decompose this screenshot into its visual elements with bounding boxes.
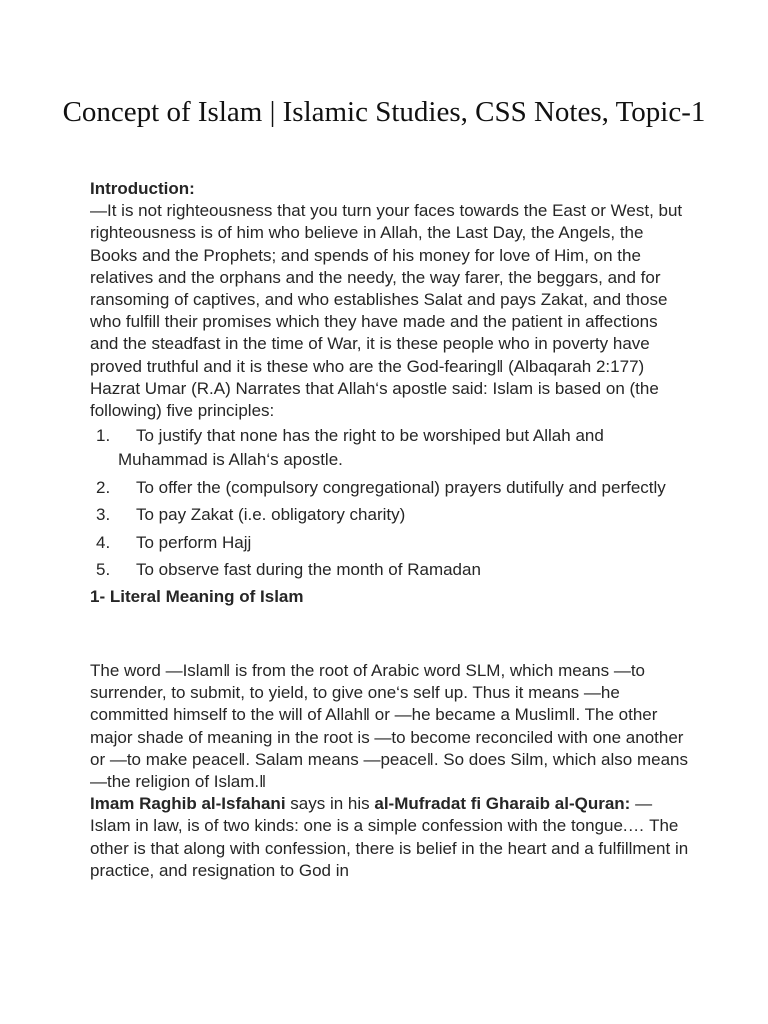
list-item-number: 4. <box>96 532 111 552</box>
raghib-quote: —Islam in law, is of two kinds: one is a simple confession with the tongue.… The other is that along with confession, there is belief in the heart and a fulfillment in practice, and resignation to God in <box>90 794 689 880</box>
raghib-book: al-Mufradat fi Gharaib al-Quran: <box>374 794 631 814</box>
section1-heading: 1- Literal Meaning of Islam <box>90 586 304 606</box>
principles-list <box>90 424 690 582</box>
section1-paragraph: The word —Islam‖ is from the root of Arabic word SLM, which means —to surrender, to submit, to yield, to give one‘s self up. Thus it means —he committed himself to the will of Allah‖ or —he became a Muslim‖. The other major shade of meaning in the root is —to become reconciled with one another or —to make peace‖. Salam means —peace‖. So does Silm, which also means —the religion of Islam.‖ <box>90 660 688 791</box>
list-item <box>90 424 690 472</box>
intro-paragraph: —It is not righteousness that you turn your faces towards the East or West, but righteousness is of him who believe in Allah, the Last Day, the Angels, the Books and the Prophets; and spends of his money for love of Him, on the relatives and the orphans and the needy, the way farer, the beggars, and for ransoming of captives, and who establishes Salat and pays Zakat, and those who fulfill their promises which they have made and the patient in affections and the steadfast in the time of War, it is these people who in poverty have proved truthful and it is these who are the God-fearing‖ (Albaqarah 2:177) <box>90 201 683 376</box>
document-title: Concept of Islam | Islamic Studies, CSS Notes, Topic-1 <box>62 96 706 128</box>
list-item <box>90 503 690 527</box>
list-item-number: 3. <box>96 505 111 525</box>
intro-heading: Introduction: <box>90 179 195 198</box>
list-item <box>90 558 690 582</box>
list-item-number: 2. <box>96 477 111 497</box>
list-item-number: 5. <box>96 560 111 580</box>
list-item-text: To observe fast during the month of Ramadan <box>136 560 481 580</box>
list-item-text: To justify that none has the right to be worshiped but Allah and Muhammad is Allah‘s apostle. <box>118 426 604 470</box>
raghib-paragraph <box>90 793 690 882</box>
narration-paragraph: Hazrat Umar (R.A) Narrates that Allah‘s apostle said: Islam is based on (the following) five principles: <box>90 378 659 421</box>
raghib-name: Imam Raghib al-Isfahani <box>90 794 286 814</box>
list-item <box>90 531 690 555</box>
document-body <box>90 178 690 882</box>
list-item <box>90 476 690 500</box>
raghib-says: says in his <box>285 794 375 814</box>
list-item-text: To perform Hajj <box>136 532 252 552</box>
list-item-text: To offer the (compulsory congregational) prayers dutifully and perfectly <box>136 477 666 497</box>
list-item-text: To pay Zakat (i.e. obligatory charity) <box>136 505 406 525</box>
list-item-number: 1. <box>96 426 111 446</box>
section-gap <box>90 608 690 660</box>
